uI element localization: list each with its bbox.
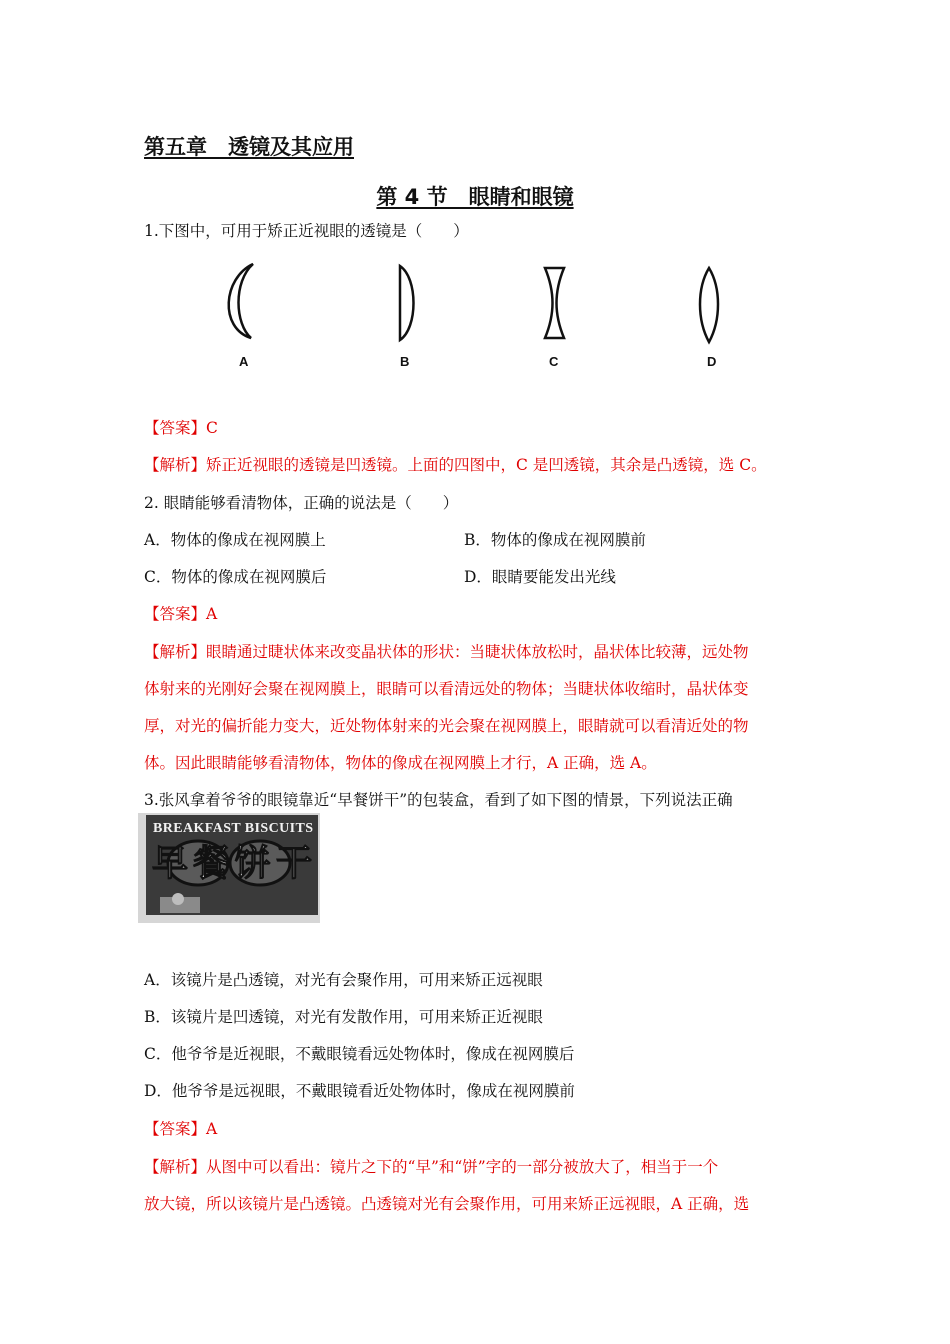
answer-tag: 【答案】 bbox=[144, 1120, 207, 1138]
answer-value: A bbox=[206, 605, 218, 623]
q1-stem: 1.下图中，可用于矫正近视眼的透镜是（ ） bbox=[144, 222, 469, 240]
answer-value: C bbox=[206, 419, 218, 437]
lens-label-d: D bbox=[707, 354, 717, 369]
analysis-tag: 【解析】 bbox=[144, 456, 207, 474]
lens-d-shape bbox=[700, 268, 718, 342]
lens-c-shape bbox=[545, 268, 564, 338]
biscuit-box-photo bbox=[138, 813, 320, 923]
q2-analysis-line-2: 体射来的光刚好会聚在视网膜上，眼睛可以看清远处的物体；当睫状体收缩时，晶状体变 bbox=[144, 680, 749, 698]
lens-label-c: C bbox=[549, 354, 559, 369]
q2-answer bbox=[144, 602, 217, 624]
lens-label-b: B bbox=[400, 354, 410, 369]
analysis-tag: 【解析】 bbox=[144, 643, 207, 661]
q1-answer bbox=[144, 416, 218, 438]
q2-analysis-line-3: 厚，对光的偏折能力变大，近处物体射来的光会聚在视网膜上，眼睛就可以看清近处的物 bbox=[144, 717, 749, 735]
q3-analysis-line-1 bbox=[144, 1155, 718, 1177]
analysis-text: 从图中可以看出：镜片之下的“早”和“饼”字的一部分被放大了，相当于一个 bbox=[206, 1158, 719, 1176]
q3-answer bbox=[144, 1117, 217, 1139]
lens-label-a: A bbox=[239, 354, 249, 369]
q3-option-a: A．该镜片是凸透镜，对光有会聚作用，可用来矫正远视眼 bbox=[144, 971, 543, 989]
analysis-tag: 【解析】 bbox=[144, 1158, 207, 1176]
q2-option-d: D．眼睛要能发出光线 bbox=[464, 568, 616, 586]
chapter-title: 第五章 透镜及其应用 bbox=[144, 135, 354, 159]
lens-b-shape bbox=[400, 266, 414, 340]
analysis-text: 眼睛通过睫状体来改变晶状体的形状：当睫状体放松时，晶状体比较薄，远处物 bbox=[206, 643, 749, 661]
analysis-text: 矫正近视眼的透镜是凹透镜。上面的四图中，C 是凹透镜，其余是凸透镜，选 C。 bbox=[206, 456, 767, 474]
lens-figure bbox=[205, 258, 745, 378]
answer-tag: 【答案】 bbox=[144, 419, 207, 437]
q2-analysis-line-1 bbox=[144, 640, 749, 662]
q2-option-a: A．物体的像成在视网膜上 bbox=[144, 531, 326, 549]
q3-analysis-line-2: 放大镜，所以该镜片是凸透镜。凸透镜对光有会聚作用，可用来矫正远视眼，A 正确，选 bbox=[144, 1195, 750, 1213]
q3-option-b: B．该镜片是凹透镜，对光有发散作用，可用来矫正近视眼 bbox=[144, 1008, 543, 1026]
q3-option-d: D．他爷爷是远视眼，不戴眼镜看近处物体时，像成在视网膜前 bbox=[144, 1082, 575, 1100]
q2-option-c: C．物体的像成在视网膜后 bbox=[144, 568, 327, 586]
photo-text-main: 早餐饼干 bbox=[152, 843, 312, 884]
q3-option-c: C．他爷爷是近视眼，不戴眼镜看远处物体时，像成在视网膜后 bbox=[144, 1045, 575, 1063]
photo-text-top: BREAKFAST BISCUITS bbox=[153, 821, 313, 836]
q2-analysis-line-4: 体。因此眼睛能够看清物体，物体的像成在视网膜上才行，A 正确，选 A。 bbox=[144, 754, 657, 772]
q3-stem: 3.张风拿着爷爷的眼镜靠近“早餐饼干”的包装盒，看到了如下图的情景，下列说法正确 bbox=[144, 791, 733, 809]
q2-stem: 2. 眼睛能够看清物体，正确的说法是（ ） bbox=[144, 494, 459, 512]
q2-option-b: B．物体的像成在视网膜前 bbox=[464, 531, 646, 549]
lens-a-shape bbox=[229, 264, 253, 338]
q1-analysis bbox=[144, 453, 767, 475]
answer-value: A bbox=[206, 1120, 218, 1138]
answer-tag: 【答案】 bbox=[144, 605, 207, 623]
section-title: 第 4 节 眼睛和眼镜 bbox=[376, 185, 574, 209]
